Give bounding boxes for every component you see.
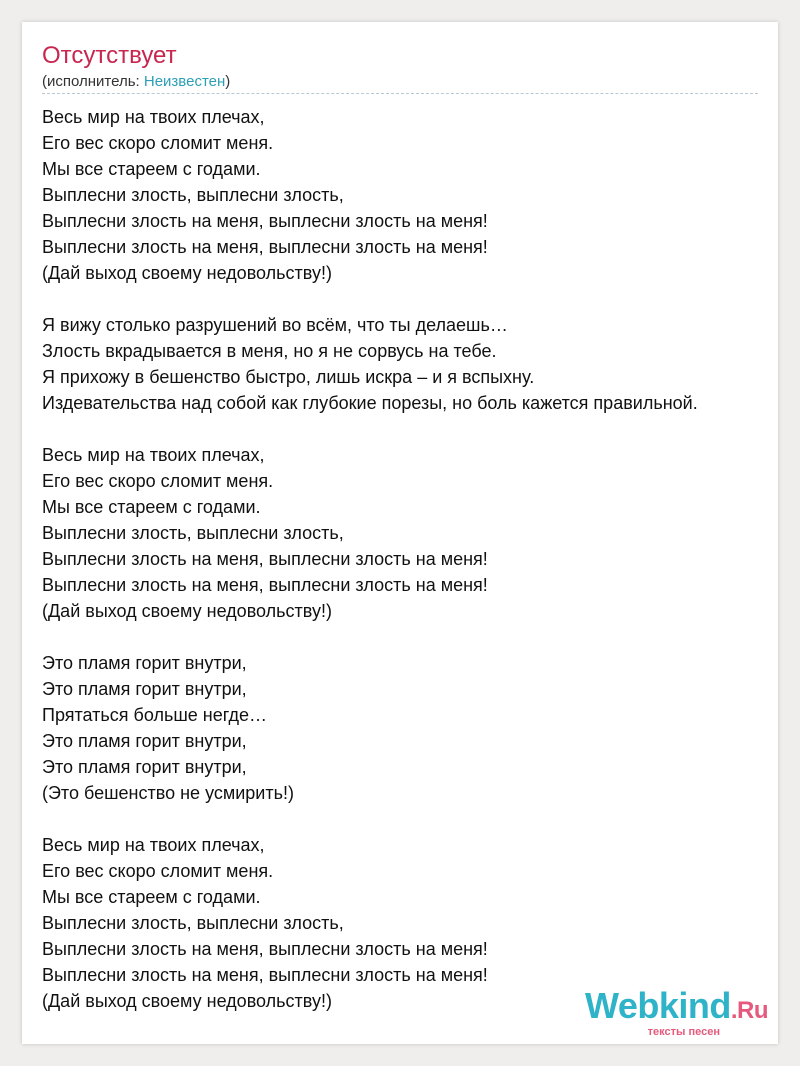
lyric-line: Выплесни злость на меня, выплесни злость на меня! [42,575,488,595]
lyric-line: Мы все стареем с годами. [42,887,261,907]
lyrics-text [42,104,800,1014]
logo-wordmark [585,987,768,1030]
artist-line [42,72,230,92]
lyric-line: Я вижу столько разрушений во всём, что ты делаешь… [42,315,508,335]
lyric-line: Это пламя горит внутри, [42,731,247,751]
lyric-line: Выплесни злость, выплесни злость, [42,523,344,543]
lyric-line: Весь мир на твоих плечах, [42,835,265,855]
lyric-line: Весь мир на твоих плечах, [42,107,265,127]
stanza-gap [42,416,800,442]
lyric-line: Выплесни злость на меня, выплесни злость на меня! [42,549,488,569]
lyric-line: Это пламя горит внутри, [42,653,247,673]
lyric-line: Выплесни злость на меня, выплесни злость на меня! [42,211,488,231]
lyric-line: Выплесни злость на меня, выплесни злость на меня! [42,965,488,985]
artist-link[interactable]: Неизвестен [143,73,226,90]
lyric-line: Выплесни злость на меня, выплесни злость на меня! [42,237,488,257]
lyric-line: Издевательства над собой как глубокие порезы, но боль кажется правильной. [42,393,698,413]
lyric-line: Прятаться больше негде… [42,705,267,725]
lyric-line: (Дай выход своему недовольству!) [42,263,332,283]
lyric-line: (Дай выход своему недовольству!) [42,601,332,621]
lyric-line: Его вес скоро сломит меня. [42,133,274,153]
lyric-line: (Дай выход своему недовольству!) [42,991,332,1011]
logo-main-text: Webkind [584,985,731,1026]
logo-tagline: тексты песен [647,1026,720,1038]
artist-suffix: ) [225,73,231,90]
lyric-line: Это пламя горит внутри, [42,679,247,699]
site-logo[interactable] [585,987,768,1038]
logo-domain-suffix: .Ru [730,997,768,1024]
artist-prefix: (исполнитель: [42,73,144,90]
lyric-line: (Это бешенство не усмирить!) [42,783,294,803]
song-title: Отсутствует [42,42,177,69]
lyrics-page [22,22,778,1044]
title-divider [42,93,758,94]
stanza-gap [42,286,800,312]
lyric-line: Выплесни злость, выплесни злость, [42,185,344,205]
lyric-line: Выплесни злость на меня, выплесни злость на меня! [42,939,488,959]
lyric-line: Выплесни злость, выплесни злость, [42,913,344,933]
lyric-line: Его вес скоро сломит меня. [42,861,274,881]
lyric-line: Весь мир на твоих плечах, [42,445,265,465]
lyric-line: Мы все стареем с годами. [42,497,261,517]
stanza-gap [42,806,800,832]
lyric-line: Его вес скоро сломит меня. [42,471,274,491]
stanza-gap [42,624,800,650]
lyric-line: Я прихожу в бешенство быстро, лишь искра – и я вспыхну. [42,367,535,387]
lyric-line: Мы все стареем с годами. [42,159,261,179]
lyric-line: Это пламя горит внутри, [42,757,247,777]
lyric-line: Злость вкрадывается в меня, но я не сорвусь на тебе. [42,341,497,361]
